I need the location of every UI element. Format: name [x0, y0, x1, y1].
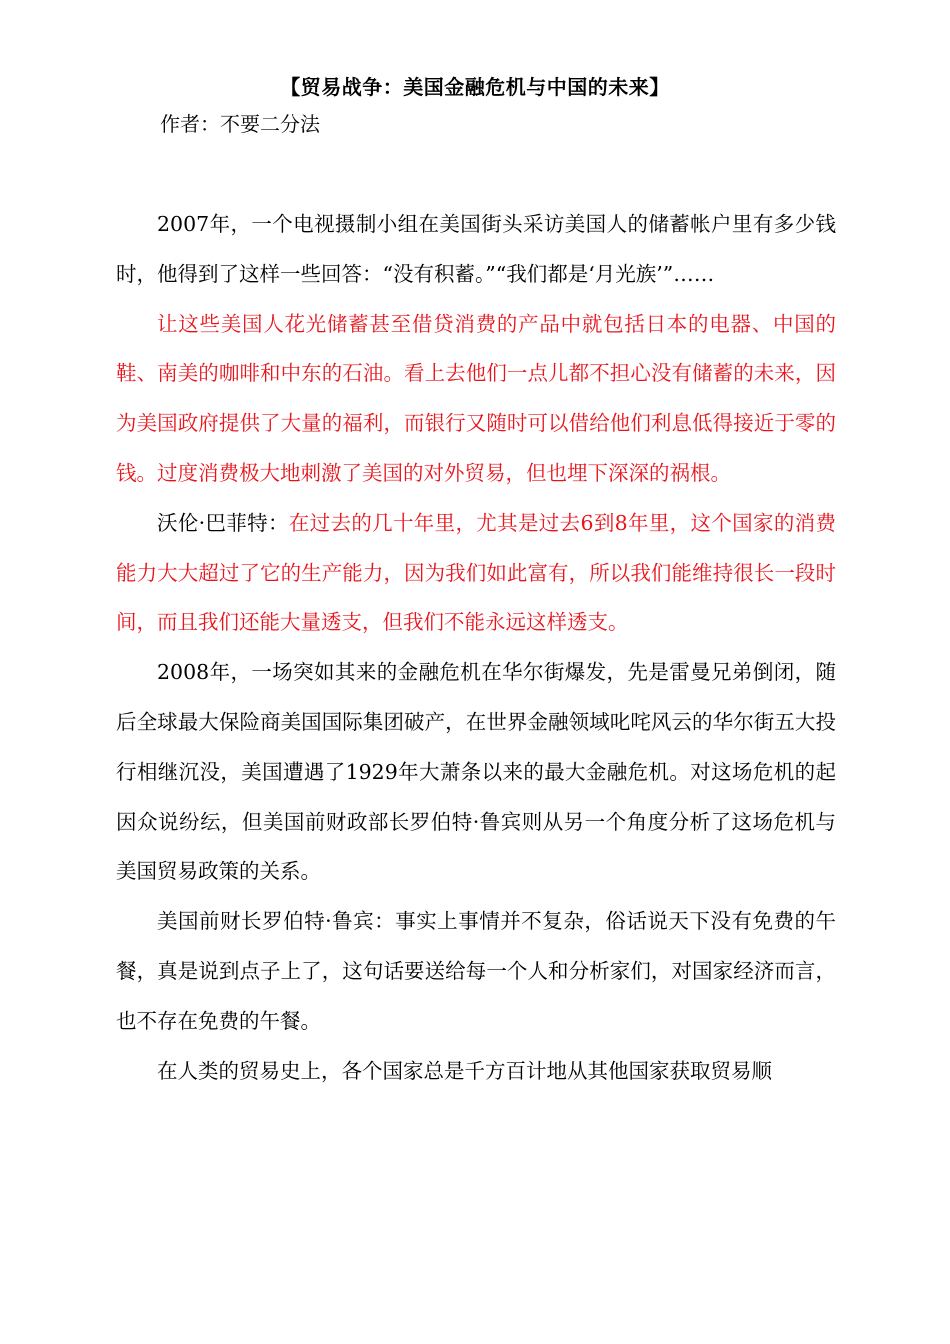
document-body [116, 200, 836, 1096]
paragraph-text: 美国前财长罗伯特·鲁宾：事实上事情并不复杂，俗话说天下没有免费的午餐，真是说到点子上了，这句话要送给每一个人和分析家们，对国家经济而言，也不存在免费的午餐。 [116, 909, 836, 1033]
paragraph-5 [116, 897, 836, 1046]
paragraph-6 [116, 1047, 836, 1097]
document-title: 【贸易战争：美国金融危机与中国的未来】 [280, 75, 670, 99]
paragraph-text: 让这些美国人花光储蓄甚至借贷消费的产品中就包括日本的电器、中国的鞋、南美的咖啡和中东的石油。看上去他们一点儿都不担心没有储蓄的未来，因为美国政府提供了大量的福利，而银行又随时可以借给他们利息低得接近于零的钱。过度消费极大地刺激了美国的对外贸易，但也埋下深深的祸根。 [116, 311, 836, 485]
paragraph-1 [116, 200, 836, 300]
paragraph-3 [116, 499, 836, 648]
quote-text: 在过去的几十年里，尤其是过去6到8年里，这个国家的消费能力大大超过了它的生产能力，因为我们如此富有，所以我们能维持很长一段时间，而且我们还能大量透支，但我们不能永远这样透支。 [116, 510, 836, 635]
paragraph-2 [116, 300, 836, 499]
document-author: 作者：不要二分法 [160, 112, 320, 136]
quote-speaker: 沃伦·巴菲特： [157, 510, 289, 535]
paragraph-text: 在人类的贸易史上，各个国家总是千方百计地从其他国家获取贸易顺 [157, 1058, 772, 1083]
paragraph-text: 2008年，一场突如其来的金融危机在华尔街爆发，先是雷曼兄弟倒闭，随后全球最大保险商美国国际集团破产，在世界金融领域叱咤风云的华尔街五大投行相继沉没，美国遭遇了1929年大萧条以来的最大金融危机。对这场危机的起因众说纷纭，但美国前财政部长罗伯特·鲁宾则从另一个角度分析了这场危机与美国贸易政策的关系。 [116, 660, 836, 884]
paragraph-text: 2007年，一个电视摄制小组在美国街头采访美国人的储蓄帐户里有多少钱时，他得到了这样一些回答：“没有积蓄。”“我们都是‘月光族’”…… [116, 212, 836, 286]
paragraph-4 [116, 648, 836, 897]
